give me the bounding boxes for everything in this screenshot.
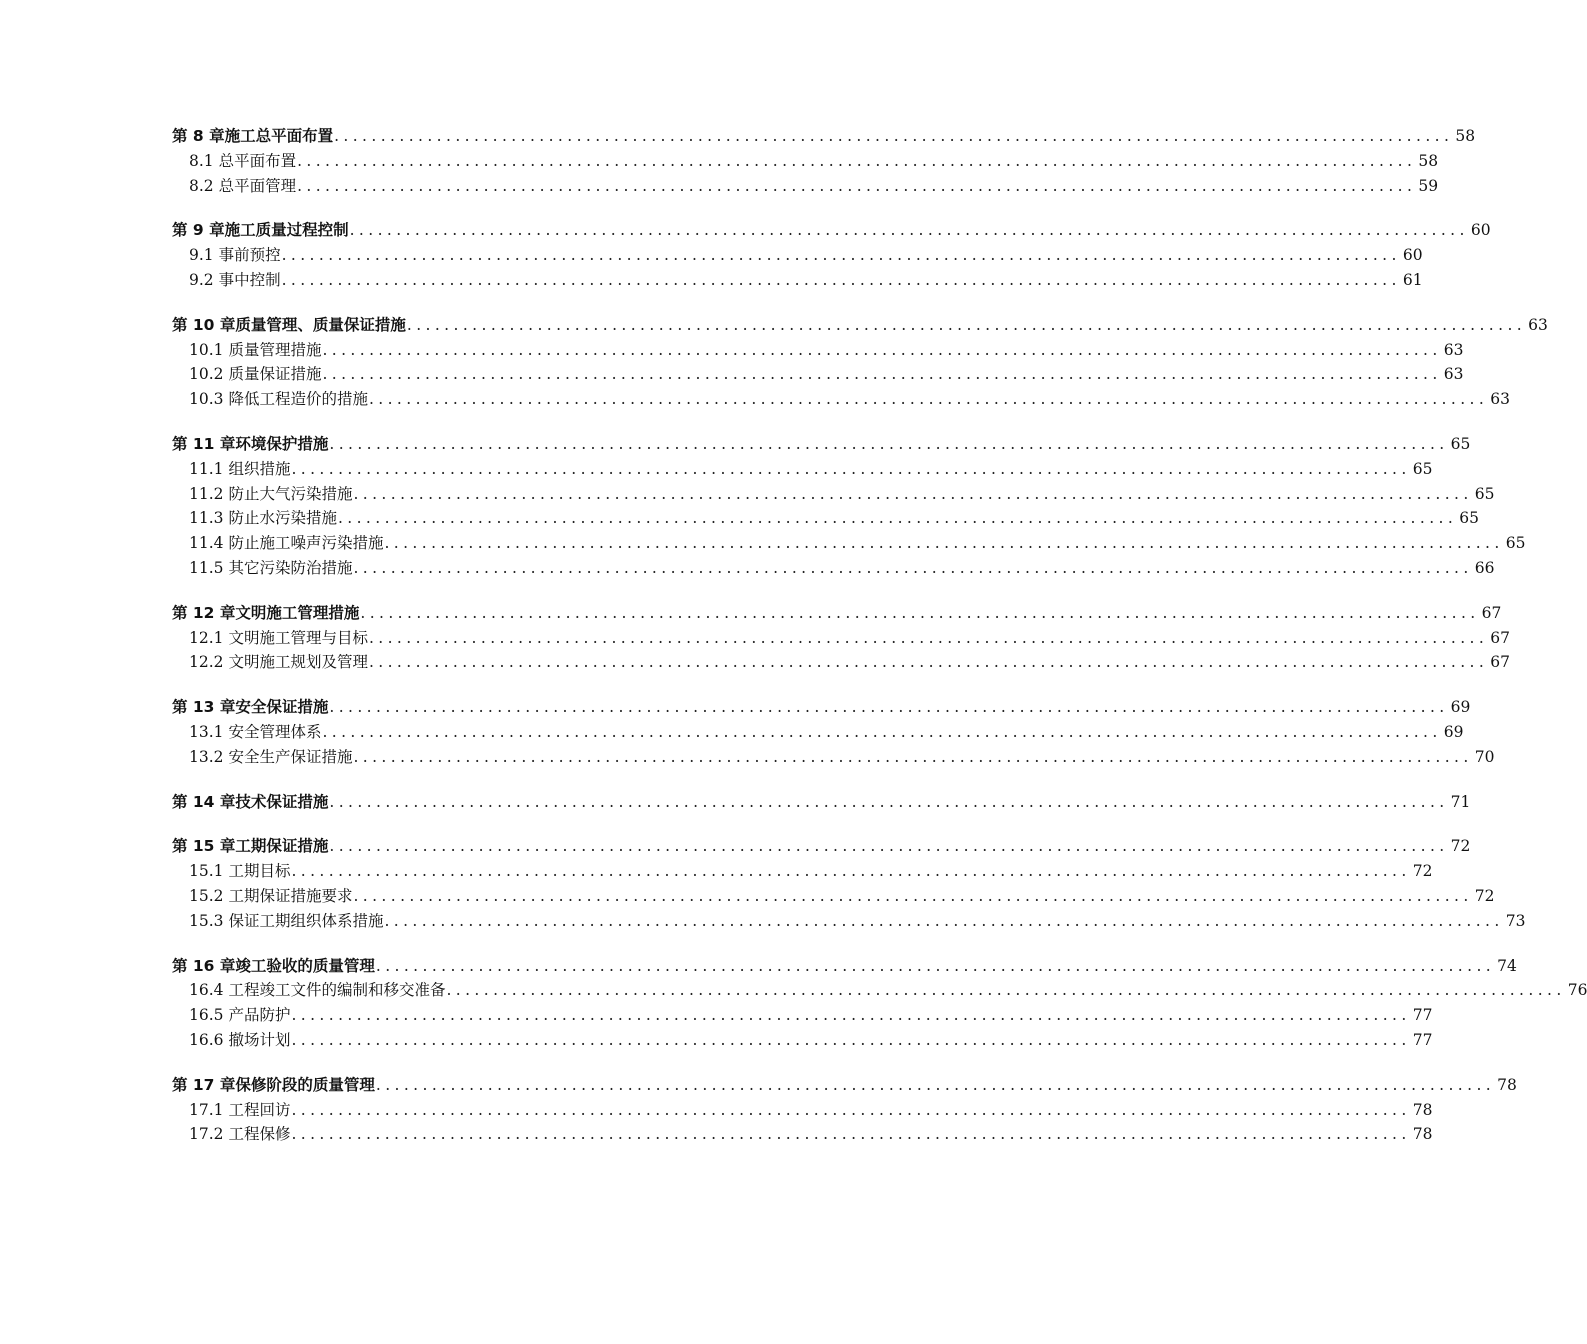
section-title: 10.2 质量保证措施: [189, 365, 322, 384]
toc-section-entry[interactable]: [172, 338, 1464, 363]
toc-chapter-group: [172, 601, 1510, 675]
section-title: 16.6 撤场计划: [189, 1030, 291, 1049]
page-number: 77: [1412, 1030, 1433, 1049]
toc-section-entry[interactable]: [172, 556, 1495, 581]
page-number: 77: [1412, 1006, 1433, 1025]
dot-leader: ........................................................................................................................: [349, 221, 1469, 240]
chapter-title: 第 10 章质量管理、质量保证措施: [172, 315, 406, 334]
page-number: 67: [1490, 653, 1510, 672]
toc-section-entry[interactable]: [172, 387, 1510, 412]
section-title: 11.1 组织措施: [189, 459, 291, 478]
page-number: 65: [1450, 434, 1471, 453]
dot-leader: ........................................................................................................................: [291, 459, 1411, 478]
dot-leader: ........................................................................................................................: [368, 628, 1489, 647]
toc-chapter-group: [172, 124, 1476, 198]
toc-chapter-group: [172, 790, 1471, 815]
page-number: 72: [1474, 886, 1495, 905]
toc-chapter-group: [172, 695, 1495, 769]
toc-section-entry[interactable]: [172, 909, 1526, 934]
dot-leader: ........................................................................................................................: [368, 653, 1489, 672]
page-number: 65: [1412, 459, 1433, 478]
toc-chapter-entry[interactable]: [172, 124, 1476, 149]
toc-chapter-entry[interactable]: [172, 1073, 1517, 1098]
section-title: 11.4 防止施工噪声污染措施: [189, 534, 384, 553]
section-title: 12.2 文明施工规划及管理: [189, 653, 368, 672]
page-number: 59: [1418, 176, 1439, 195]
toc-chapter-group: [172, 1073, 1517, 1147]
toc-section-entry[interactable]: [172, 626, 1510, 651]
toc-chapter-entry[interactable]: [172, 601, 1502, 626]
toc-section-entry[interactable]: [172, 243, 1423, 268]
page-number: 65: [1505, 534, 1526, 553]
toc-section-entry[interactable]: [172, 720, 1464, 745]
chapter-title: 第 14 章技术保证措施: [172, 792, 329, 811]
page-number: 63: [1490, 390, 1510, 409]
page-number: 58: [1455, 127, 1476, 145]
dot-leader: ........................................................................................................................: [297, 176, 1417, 195]
page-number: 76: [1567, 981, 1587, 1000]
section-title: 11.5 其它污染防治措施: [189, 558, 353, 577]
dot-leader: ........................................................................................................................: [329, 698, 1449, 717]
page-number: 73: [1505, 911, 1526, 930]
toc-chapter-entry[interactable]: [172, 695, 1471, 720]
page-number: 58: [1418, 151, 1439, 170]
page-number: 67: [1490, 628, 1510, 647]
page-number: 72: [1450, 837, 1471, 856]
chapter-title: 第 13 章安全保证措施: [172, 698, 329, 717]
page-number: 63: [1443, 365, 1464, 384]
dot-leader: ........................................................................................................................: [353, 886, 1473, 905]
dot-leader: ........................................................................................................................: [334, 127, 1454, 145]
toc-section-entry[interactable]: [172, 362, 1464, 387]
toc-section-entry[interactable]: [172, 745, 1495, 770]
toc-chapter-group: [172, 834, 1526, 933]
section-title: 13.1 安全管理体系: [189, 722, 322, 741]
page-number: 70: [1474, 747, 1495, 766]
section-title: 17.2 工程保修: [189, 1125, 291, 1144]
dot-leader: ........................................................................................................................: [337, 509, 1458, 528]
section-title: 8.2 总平面管理: [189, 176, 297, 195]
toc-section-entry[interactable]: [172, 1098, 1433, 1123]
toc-section-entry[interactable]: [172, 859, 1433, 884]
toc-chapter-entry[interactable]: [172, 218, 1491, 243]
toc-section-entry[interactable]: [172, 482, 1495, 507]
section-title: 11.3 防止水污染措施: [189, 509, 337, 528]
chapter-title: 第 9 章施工质量过程控制: [172, 221, 349, 240]
dot-leader: ........................................................................................................................: [291, 1125, 1411, 1144]
toc-chapter-group: [172, 954, 1587, 1053]
page-number: 61: [1402, 270, 1423, 289]
dot-leader: ........................................................................................................................: [281, 246, 1401, 265]
dot-leader: ........................................................................................................................: [375, 1075, 1496, 1094]
section-title: 15.3 保证工期组织体系措施: [189, 911, 384, 930]
page-number: 66: [1474, 558, 1495, 577]
dot-leader: ........................................................................................................................: [446, 981, 1566, 1000]
toc-section-entry[interactable]: [172, 174, 1439, 199]
toc-section-entry[interactable]: [172, 149, 1439, 174]
page-number: 65: [1459, 509, 1479, 528]
dot-leader: ........................................................................................................................: [322, 340, 1442, 359]
page-number: 65: [1474, 484, 1495, 503]
dot-leader: ........................................................................................................................: [291, 1030, 1411, 1049]
dot-leader: ........................................................................................................................: [291, 1100, 1411, 1119]
toc-chapter-group: [172, 432, 1526, 581]
dot-leader: ........................................................................................................................: [291, 1006, 1411, 1025]
chapter-title: 第 16 章竣工验收的质量管理: [172, 956, 375, 975]
section-title: 16.4 工程竣工文件的编制和移交准备: [189, 981, 446, 1000]
page-number: 78: [1497, 1075, 1517, 1094]
toc-section-entry[interactable]: [172, 978, 1587, 1003]
page-number: 60: [1402, 246, 1423, 265]
toc-chapter-entry[interactable]: [172, 313, 1548, 338]
dot-leader: ........................................................................................................................: [384, 911, 1504, 930]
page-number: 63: [1443, 340, 1464, 359]
toc-chapter-entry[interactable]: [172, 834, 1471, 859]
dot-leader: ........................................................................................................................: [406, 315, 1527, 334]
toc-section-entry[interactable]: [172, 506, 1479, 531]
toc-section-entry[interactable]: [172, 1122, 1433, 1147]
page-number: 60: [1470, 221, 1491, 240]
dot-leader: ........................................................................................................................: [353, 484, 1473, 503]
dot-leader: ........................................................................................................................: [368, 390, 1489, 409]
page-number: 63: [1528, 315, 1548, 334]
page-number: 78: [1412, 1125, 1433, 1144]
toc-section-entry[interactable]: [172, 1003, 1433, 1028]
dot-leader: ........................................................................................................................: [384, 534, 1504, 553]
dot-leader: ........................................................................................................................: [353, 558, 1473, 577]
toc-section-entry[interactable]: [172, 884, 1495, 909]
chapter-title: 第 8 章施工总平面布置: [172, 127, 334, 145]
section-title: 9.2 事中控制: [189, 270, 281, 289]
dot-leader: ........................................................................................................................: [360, 603, 1480, 622]
toc-section-entry[interactable]: [172, 457, 1433, 482]
dot-leader: ........................................................................................................................: [281, 270, 1401, 289]
chapter-title: 第 12 章文明施工管理措施: [172, 603, 360, 622]
page-number: 78: [1412, 1100, 1433, 1119]
page-number: 69: [1443, 722, 1464, 741]
section-title: 11.2 防止大气污染措施: [189, 484, 353, 503]
section-title: 10.3 降低工程造价的措施: [189, 390, 368, 409]
page-number: 67: [1481, 603, 1502, 622]
page-number: 71: [1450, 792, 1471, 811]
section-title: 15.1 工期目标: [189, 862, 291, 881]
section-title: 10.1 质量管理措施: [189, 340, 322, 359]
section-title: 9.1 事前预控: [189, 246, 281, 265]
page-number: 69: [1450, 698, 1471, 717]
toc-chapter-group: [172, 313, 1548, 412]
section-title: 8.1 总平面布置: [189, 151, 297, 170]
section-title: 13.2 安全生产保证措施: [189, 747, 353, 766]
chapter-title: 第 15 章工期保证措施: [172, 837, 329, 856]
section-title: 17.1 工程回访: [189, 1100, 291, 1119]
toc-section-entry[interactable]: [172, 268, 1423, 293]
page-number: 72: [1412, 862, 1433, 881]
toc-chapter-entry[interactable]: [172, 432, 1471, 457]
table-of-contents: [172, 124, 1587, 1167]
toc-section-entry[interactable]: [172, 650, 1510, 675]
page-number: 74: [1497, 956, 1517, 975]
dot-leader: ........................................................................................................................: [329, 792, 1449, 811]
dot-leader: ........................................................................................................................: [322, 722, 1442, 741]
toc-chapter-entry[interactable]: [172, 954, 1517, 979]
dot-leader: ........................................................................................................................: [322, 365, 1442, 384]
dot-leader: ........................................................................................................................: [353, 747, 1473, 766]
dot-leader: ........................................................................................................................: [375, 956, 1496, 975]
section-title: 15.2 工期保证措施要求: [189, 886, 353, 905]
dot-leader: ........................................................................................................................: [297, 151, 1417, 170]
toc-section-entry[interactable]: [172, 1028, 1433, 1053]
toc-section-entry[interactable]: [172, 531, 1526, 556]
section-title: 12.1 文明施工管理与目标: [189, 628, 368, 647]
section-title: 16.5 产品防护: [189, 1006, 291, 1025]
chapter-title: 第 17 章保修阶段的质量管理: [172, 1075, 375, 1094]
chapter-title: 第 11 章环境保护措施: [172, 434, 329, 453]
dot-leader: ........................................................................................................................: [329, 434, 1449, 453]
toc-chapter-group: [172, 218, 1491, 292]
dot-leader: ........................................................................................................................: [291, 862, 1411, 881]
toc-chapter-entry[interactable]: [172, 790, 1471, 815]
dot-leader: ........................................................................................................................: [329, 837, 1449, 856]
